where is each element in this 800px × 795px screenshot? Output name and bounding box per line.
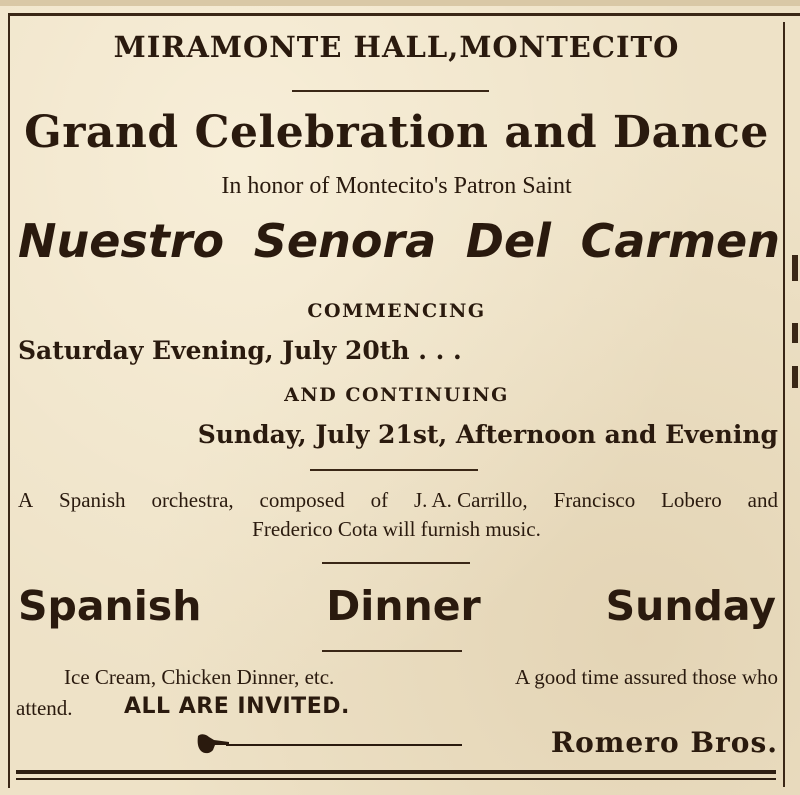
adjacent-column-fragment bbox=[792, 323, 798, 343]
menu-text: A good time assured those who bbox=[514, 665, 778, 689]
dinner-heading bbox=[18, 582, 776, 630]
orchestra-word: Spanish bbox=[59, 488, 126, 512]
orchestra-line-2: Frederico Cota will furnish music. bbox=[252, 517, 541, 541]
saint-name bbox=[18, 214, 780, 268]
menu-text: Ice Cream, Chicken Dinner, etc. bbox=[64, 665, 335, 689]
orchestra-word: A bbox=[18, 488, 34, 512]
commencing-label: COMMENCING bbox=[307, 300, 486, 322]
first-day: Saturday Evening, July 20th . . . bbox=[18, 336, 462, 365]
border-bottom-thin bbox=[16, 778, 776, 780]
orchestra-word: of bbox=[370, 488, 389, 512]
second-day: Sunday, July 21st, Afternoon and Evening bbox=[197, 420, 778, 449]
adjacent-column-fragment bbox=[792, 366, 798, 388]
saint-name-word: Senora bbox=[253, 214, 437, 268]
divider-rule bbox=[322, 650, 462, 652]
orchestra-word: Lobero bbox=[661, 488, 722, 512]
orchestra-word: composed bbox=[259, 488, 345, 512]
divider-rule bbox=[292, 90, 489, 92]
orchestra-word: and bbox=[747, 488, 778, 512]
continuing-label: AND CONTINUING bbox=[284, 384, 509, 406]
orchestra-word: J. A. Carrillo, bbox=[413, 488, 528, 512]
menu-line-end: attend. bbox=[16, 696, 73, 720]
divider-rule bbox=[322, 562, 470, 564]
top-page-edge bbox=[0, 0, 800, 6]
orchestra-line-1 bbox=[18, 488, 778, 513]
dinner-word: Spanish bbox=[18, 582, 202, 630]
divider-rule bbox=[310, 469, 478, 471]
saint-name-word: Carmen bbox=[580, 214, 780, 268]
saint-name-word: Del bbox=[465, 214, 551, 268]
dinner-word: Sunday bbox=[605, 582, 776, 630]
pointing-hand-icon bbox=[196, 730, 230, 756]
honor-line: In honor of Montecito's Patron Saint bbox=[221, 173, 572, 199]
headline: Grand Celebration and Dance bbox=[24, 107, 769, 158]
orchestra-word: Francisco bbox=[553, 488, 636, 512]
invitation: ALL ARE INVITED. bbox=[124, 694, 350, 719]
saint-name-word: Nuestro bbox=[18, 214, 225, 268]
signature: Romero Bros. bbox=[550, 726, 778, 759]
dinner-word: Dinner bbox=[326, 582, 481, 630]
menu-line bbox=[64, 665, 778, 690]
venue-heading: MIRAMONTE HALL,MONTECITO bbox=[113, 30, 680, 64]
orchestra-word: orchestra, bbox=[151, 488, 234, 512]
signature-leader-line bbox=[226, 744, 462, 746]
border-right bbox=[783, 22, 785, 787]
signature-row bbox=[196, 726, 778, 762]
border-top bbox=[8, 13, 800, 16]
adjacent-column-fragment bbox=[792, 255, 798, 281]
border-bottom bbox=[16, 770, 776, 774]
